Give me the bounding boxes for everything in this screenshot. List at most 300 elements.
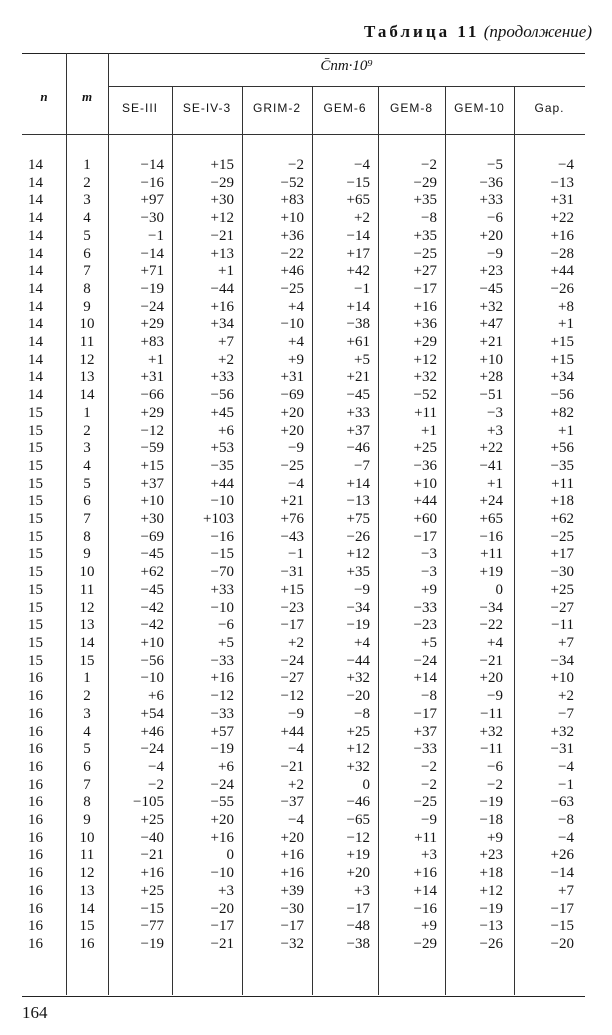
- cell-value: +22: [479, 440, 503, 457]
- cell-value: −4: [354, 157, 370, 173]
- cell-value: −35: [210, 457, 234, 474]
- cell-m: 4: [83, 210, 91, 227]
- cell-m: 15: [79, 652, 95, 669]
- table-row: [22, 582, 582, 600]
- cell-value: +32: [479, 723, 503, 740]
- cell-m: 16: [79, 935, 95, 952]
- cell-value: +12: [479, 882, 503, 899]
- cell-value: +32: [413, 369, 437, 386]
- cell-m: 3: [83, 192, 91, 209]
- cell-value: +37: [413, 723, 437, 740]
- table-row: [22, 387, 582, 405]
- cell-value: −6: [487, 758, 503, 775]
- table-row: [22, 175, 582, 193]
- cell-value: +20: [280, 422, 304, 439]
- table-row: [22, 334, 582, 352]
- cell-value: +39: [280, 882, 304, 899]
- cell-value: −4: [288, 812, 304, 829]
- cell-value: −17: [413, 528, 437, 545]
- cell-value: −56: [210, 387, 234, 404]
- cell-value: +8: [558, 298, 574, 315]
- cell-value: +7: [558, 882, 574, 899]
- cell-value: +21: [479, 334, 503, 351]
- table-row: [22, 476, 582, 494]
- cell-value: +14: [413, 670, 437, 687]
- cell-value: −35: [550, 457, 574, 474]
- table-row: [22, 883, 582, 901]
- cell-value: +47: [479, 316, 503, 333]
- cell-value: +2: [288, 776, 304, 793]
- cell-value: −24: [140, 741, 164, 758]
- table-caption: [364, 22, 592, 42]
- cell-value: −24: [210, 776, 234, 793]
- cell-n: 15: [28, 528, 43, 545]
- cell-value: +42: [346, 263, 370, 280]
- cell-value: −77: [140, 918, 164, 935]
- cell-value: −10: [280, 316, 304, 333]
- cell-value: +65: [346, 192, 370, 209]
- cell-value: −17: [346, 900, 370, 917]
- cell-n: 15: [28, 511, 43, 528]
- cell-value: −18: [479, 812, 503, 829]
- cell-value: −37: [280, 794, 304, 811]
- cell-value: +12: [346, 546, 370, 563]
- cell-value: −10: [210, 599, 234, 616]
- cell-value: −28: [550, 245, 574, 262]
- header-col-gem8: GEM-8: [389, 101, 433, 115]
- cell-value: +53: [210, 440, 234, 457]
- cell-value: −10: [210, 865, 234, 882]
- cell-value: +10: [413, 475, 437, 492]
- cell-value: −23: [280, 599, 304, 616]
- cell-value: −56: [140, 652, 164, 669]
- cell-value: −15: [346, 174, 370, 191]
- cell-value: +29: [140, 404, 164, 421]
- cell-value: −7: [558, 705, 574, 722]
- cell-value: +18: [479, 865, 503, 882]
- cell-n: 16: [28, 758, 43, 775]
- cell-value: −24: [280, 652, 304, 669]
- table-row: [22, 263, 582, 281]
- cell-value: −33: [413, 599, 437, 616]
- cell-value: +10: [550, 670, 574, 687]
- cell-n: 14: [28, 351, 43, 368]
- cell-value: +46: [140, 723, 164, 740]
- cell-value: −33: [413, 741, 437, 758]
- cell-value: +19: [346, 847, 370, 864]
- table-row: [22, 405, 582, 423]
- header-col-se3: SE-III: [121, 101, 158, 115]
- cell-value: +2: [218, 351, 234, 368]
- cell-value: +32: [346, 758, 370, 775]
- cell-m: 8: [83, 794, 91, 811]
- cell-n: 15: [28, 634, 43, 651]
- cell-value: −12: [210, 688, 234, 705]
- cell-value: −51: [479, 387, 503, 404]
- cell-value: −30: [280, 900, 304, 917]
- cell-value: −38: [346, 316, 370, 333]
- coefficients-table: [22, 157, 582, 954]
- table-row: [22, 670, 582, 688]
- cell-value: −16: [210, 528, 234, 545]
- cell-value: +20: [346, 865, 370, 882]
- cell-value: +83: [280, 192, 304, 209]
- table-row: [22, 830, 582, 848]
- cell-value: −42: [140, 599, 164, 616]
- page-number: 164: [22, 1003, 48, 1022]
- cell-value: −46: [346, 440, 370, 457]
- cell-value: −9: [288, 705, 304, 722]
- cell-value: −15: [550, 918, 574, 935]
- cell-n: 15: [28, 457, 43, 474]
- table-row: [22, 228, 582, 246]
- cell-value: +16: [210, 829, 234, 846]
- header-col-se4: SE-IV-3: [182, 101, 232, 115]
- table-row: [22, 157, 582, 175]
- cell-n: 15: [28, 475, 43, 492]
- cell-n: 16: [28, 812, 43, 829]
- cell-m: 6: [83, 493, 91, 510]
- cell-value: −66: [140, 387, 164, 404]
- cell-value: −29: [413, 174, 437, 191]
- table-row: [22, 688, 582, 706]
- cell-m: 12: [79, 865, 95, 882]
- cell-m: 2: [83, 422, 91, 439]
- table-row: [22, 706, 582, 724]
- table-row: [22, 901, 582, 919]
- cell-n: 16: [28, 705, 43, 722]
- cell-m: 11: [79, 847, 95, 864]
- table-row: [22, 865, 582, 883]
- table-row: [22, 564, 582, 582]
- cell-value: −48: [346, 918, 370, 935]
- table-row: [22, 511, 582, 529]
- cell-value: −45: [140, 546, 164, 563]
- cell-value: −4: [288, 475, 304, 492]
- cell-value: +25: [140, 812, 164, 829]
- cell-value: +3: [354, 882, 370, 899]
- cell-value: +4: [487, 634, 503, 651]
- cell-m: 5: [83, 227, 91, 244]
- cell-value: +82: [550, 404, 574, 421]
- cell-value: −6: [487, 210, 503, 227]
- cell-value: +27: [413, 263, 437, 280]
- cell-value: −16: [140, 174, 164, 191]
- cell-value: −105: [133, 794, 164, 811]
- cell-value: −3: [421, 546, 437, 563]
- cell-value: −70: [210, 564, 234, 581]
- cell-value: +25: [413, 440, 437, 457]
- cell-value: −6: [218, 617, 234, 634]
- cell-value: −21: [210, 227, 234, 244]
- cell-value: −9: [487, 245, 503, 262]
- cell-value: −16: [413, 900, 437, 917]
- cell-value: −69: [280, 387, 304, 404]
- cell-n: 15: [28, 440, 43, 457]
- cell-value: −14: [140, 245, 164, 262]
- cell-value: +30: [210, 192, 234, 209]
- cell-value: +1: [421, 422, 437, 439]
- cell-value: +25: [140, 882, 164, 899]
- header-col-gem10: GEM-10: [454, 101, 505, 115]
- cell-value: +1: [218, 263, 234, 280]
- cell-value: −30: [140, 210, 164, 227]
- cell-value: −19: [479, 900, 503, 917]
- cell-value: +31: [280, 369, 304, 386]
- cell-value: +83: [140, 334, 164, 351]
- cell-value: −19: [479, 794, 503, 811]
- cell-value: −19: [140, 280, 164, 297]
- cell-value: −2: [421, 776, 437, 793]
- cell-value: −25: [413, 245, 437, 262]
- cell-value: +16: [280, 847, 304, 864]
- cell-value: +33: [210, 581, 234, 598]
- cell-m: 13: [79, 617, 95, 634]
- cell-value: −23: [413, 617, 437, 634]
- cell-value: −56: [550, 387, 574, 404]
- cell-m: 9: [83, 812, 91, 829]
- cell-n: 16: [28, 723, 43, 740]
- cell-value: +31: [140, 369, 164, 386]
- table-row: [22, 653, 582, 671]
- cell-m: 1: [83, 157, 91, 173]
- cell-value: −52: [413, 387, 437, 404]
- cell-value: +24: [479, 493, 503, 510]
- cell-m: 13: [79, 369, 95, 386]
- cell-value: −2: [421, 157, 437, 173]
- cell-value: −9: [354, 581, 370, 598]
- cell-m: 9: [83, 298, 91, 315]
- cell-value: −43: [280, 528, 304, 545]
- cell-value: +34: [550, 369, 574, 386]
- cell-value: +14: [413, 882, 437, 899]
- cell-value: +4: [288, 298, 304, 315]
- cell-value: −36: [479, 174, 503, 191]
- table-caption-lead: Таблица 11: [364, 22, 480, 41]
- cell-value: −44: [210, 280, 234, 297]
- cell-value: −7: [354, 457, 370, 474]
- cell-value: +33: [346, 404, 370, 421]
- cell-value: +28: [479, 369, 503, 386]
- cell-value: −21: [280, 758, 304, 775]
- cell-value: +44: [550, 263, 574, 280]
- cell-n: 15: [28, 599, 43, 616]
- cell-m: 7: [83, 776, 91, 793]
- cell-value: −26: [550, 280, 574, 297]
- cell-value: +2: [354, 210, 370, 227]
- table-row: [22, 352, 582, 370]
- cell-n: 16: [28, 741, 43, 758]
- cell-value: +1: [558, 316, 574, 333]
- cell-value: +13: [210, 245, 234, 262]
- table-body: [22, 157, 582, 954]
- cell-value: +5: [354, 351, 370, 368]
- cell-value: +4: [288, 334, 304, 351]
- cell-value: +35: [346, 564, 370, 581]
- cell-m: 2: [83, 688, 91, 705]
- cell-value: −2: [288, 157, 304, 173]
- cell-value: +2: [288, 634, 304, 651]
- cell-value: +15: [140, 457, 164, 474]
- cell-value: 0: [226, 847, 234, 864]
- cell-m: 2: [83, 174, 91, 191]
- cell-value: −9: [288, 440, 304, 457]
- cell-value: −22: [479, 617, 503, 634]
- cell-value: +3: [421, 847, 437, 864]
- cell-value: +32: [346, 670, 370, 687]
- cell-value: +14: [346, 475, 370, 492]
- cell-value: −11: [551, 617, 574, 634]
- cell-value: −3: [421, 564, 437, 581]
- cell-value: +12: [210, 210, 234, 227]
- cell-value: −10: [210, 493, 234, 510]
- cell-value: −69: [140, 528, 164, 545]
- cell-value: +10: [140, 634, 164, 651]
- cell-value: +37: [140, 475, 164, 492]
- table-row: [22, 812, 582, 830]
- cell-n: 14: [28, 157, 43, 173]
- table-row: [22, 423, 582, 441]
- cell-value: +5: [421, 634, 437, 651]
- cell-m: 3: [83, 705, 91, 722]
- cell-m: 12: [79, 351, 95, 368]
- cell-value: −4: [558, 758, 574, 775]
- cell-value: +10: [479, 351, 503, 368]
- cell-value: +62: [140, 564, 164, 581]
- cell-value: +6: [218, 758, 234, 775]
- cell-value: −55: [210, 794, 234, 811]
- cell-value: +37: [346, 422, 370, 439]
- cell-value: +35: [413, 192, 437, 209]
- cell-value: +18: [550, 493, 574, 510]
- rule-under-header: [22, 134, 585, 135]
- cell-value: +46: [280, 263, 304, 280]
- cell-n: 16: [28, 670, 43, 687]
- table-row: [22, 777, 582, 795]
- cell-value: −22: [280, 245, 304, 262]
- cell-value: +14: [346, 298, 370, 315]
- cell-value: −40: [140, 829, 164, 846]
- cell-value: −20: [346, 688, 370, 705]
- cell-value: +23: [479, 263, 503, 280]
- cell-value: +16: [210, 298, 234, 315]
- cell-value: −31: [280, 564, 304, 581]
- cell-value: +16: [210, 670, 234, 687]
- cell-value: +26: [550, 847, 574, 864]
- cell-n: 15: [28, 546, 43, 563]
- cell-value: −27: [280, 670, 304, 687]
- cell-n: 15: [28, 404, 43, 421]
- cell-value: +3: [218, 882, 234, 899]
- cell-value: +32: [479, 298, 503, 315]
- cell-m: 14: [79, 900, 95, 917]
- cell-value: −24: [413, 652, 437, 669]
- cell-value: +21: [280, 493, 304, 510]
- header-group-label: C̄nm·10⁹: [320, 58, 373, 74]
- table-row: [22, 369, 582, 387]
- cell-value: −12: [346, 829, 370, 846]
- cell-value: +103: [203, 511, 234, 528]
- cell-value: −2: [148, 776, 164, 793]
- cell-value: +60: [413, 511, 437, 528]
- table-row: [22, 759, 582, 777]
- cell-m: 4: [83, 723, 91, 740]
- cell-n: 15: [28, 652, 43, 669]
- cell-value: −34: [550, 652, 574, 669]
- cell-value: +10: [280, 210, 304, 227]
- cell-value: +36: [413, 316, 437, 333]
- cell-value: −25: [550, 528, 574, 545]
- cell-value: +25: [550, 581, 574, 598]
- cell-value: −10: [140, 670, 164, 687]
- cell-m: 5: [83, 741, 91, 758]
- table-row: [22, 847, 582, 865]
- cell-value: +16: [413, 865, 437, 882]
- cell-value: −8: [558, 812, 574, 829]
- header-col-grim2: GRIM-2: [253, 101, 301, 115]
- cell-value: +20: [280, 404, 304, 421]
- cell-value: −1: [288, 546, 304, 563]
- table-row: [22, 794, 582, 812]
- cell-m: 6: [83, 758, 91, 775]
- cell-value: +22: [550, 210, 574, 227]
- cell-value: −33: [210, 705, 234, 722]
- cell-value: +45: [210, 404, 234, 421]
- cell-value: +9: [421, 581, 437, 598]
- cell-n: 16: [28, 882, 43, 899]
- cell-value: −26: [479, 935, 503, 952]
- cell-value: +29: [140, 316, 164, 333]
- header-n: n: [40, 89, 48, 104]
- cell-m: 12: [79, 599, 95, 616]
- cell-n: 14: [28, 369, 43, 386]
- cell-value: +9: [288, 351, 304, 368]
- cell-value: −13: [346, 493, 370, 510]
- cell-value: +11: [414, 829, 437, 846]
- cell-value: +15: [550, 334, 574, 351]
- cell-value: −14: [346, 227, 370, 244]
- table-row: [22, 493, 582, 511]
- cell-value: +12: [346, 741, 370, 758]
- cell-value: +57: [210, 723, 234, 740]
- cell-value: +21: [346, 369, 370, 386]
- cell-value: −13: [479, 918, 503, 935]
- cell-n: 16: [28, 900, 43, 917]
- table-row: [22, 635, 582, 653]
- cell-value: +33: [479, 192, 503, 209]
- cell-value: −25: [280, 280, 304, 297]
- cell-value: −19: [346, 617, 370, 634]
- table-row: [22, 741, 582, 759]
- cell-value: −12: [280, 688, 304, 705]
- cell-n: 15: [28, 564, 43, 581]
- cell-value: +16: [140, 865, 164, 882]
- cell-n: 14: [28, 316, 43, 333]
- cell-n: 16: [28, 847, 43, 864]
- cell-m: 7: [83, 263, 91, 280]
- cell-value: −4: [288, 741, 304, 758]
- cell-value: −17: [413, 280, 437, 297]
- cell-value: +31: [550, 192, 574, 209]
- table-row: [22, 281, 582, 299]
- cell-value: +54: [140, 705, 164, 722]
- cell-value: −24: [140, 298, 164, 315]
- cell-value: −16: [479, 528, 503, 545]
- cell-value: −11: [480, 741, 503, 758]
- cell-value: +44: [210, 475, 234, 492]
- cell-n: 14: [28, 387, 43, 404]
- cell-value: −20: [210, 900, 234, 917]
